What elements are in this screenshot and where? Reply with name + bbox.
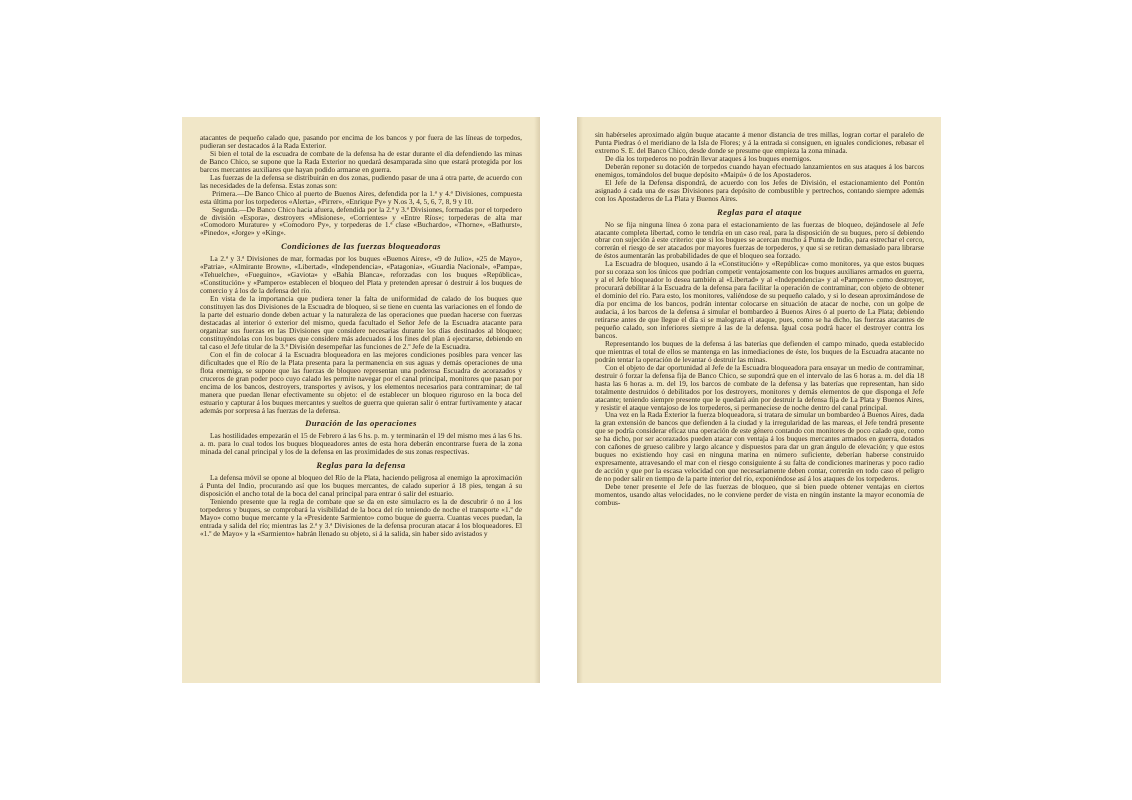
paragraph: No se fija ninguna línea ó zona para el estacionamiento de las fuerzas de bloqueo, dejándosele al Jefe atacante completa libertad, como le tendría en un caso real, para la disposición de su buques, pero sí debiendo obrar con sujeción á este criterio: que si los buques se acercan mucho á Punta de Indio, para estrechar el cerco, correrán el riesgo de ser atacados por mayores fuerzas de torpederos, y que si se retiran demasiado para librarse de éstos aumentarán las probabilidades de que el bloqueo sea forzado. bbox=[595, 219, 924, 261]
paragraph: Deberán reponer su dotación de torpedos cuando hayan efectuado lanzamientos en sus ataques á los barcos enemigos, tomándolos del buque depósito «Maipú» ó de los Apostaderos. bbox=[595, 161, 924, 179]
paragraph: Una vez en la Rada Exterior la fuerza bloqueadora, si tratara de simular un bombardeo á Buenos Aires, dada la gran extensión de bancos que defienden á la ciudad y la irregularidad de las mareas, el Jefe tendrá presente que se podría considerar eficaz una operación de este género contando con monitores de poco calado que, como se ha dicho, por ser acorazados pueden atacar con ventaja á los buques mercantes armados en guerra, dotados con cañones de grueso calibre y largo alcance y dispuestos para dar un gran ángulo de elevación; y que estos buques no existiendo hoy casi en ninguna marina en número suficiente, deberían haberse construido expresamente, atravesando el mar con el riesgo consiguiente á su falta de condiciones marineras y poco radio de acción y que por la escasa velocidad con que necesariamente deben contar, correrán en todo caso el peligro de no poder salir en tiempo de la parte interior del río, exponiéndose así á los ataques de los torpederos. bbox=[595, 410, 924, 484]
right-page bbox=[577, 117, 941, 683]
paragraph: Debe tener presente el Jefe de las fuerzas de bloqueo, que si bien puede obtener ventajas en ciertos momentos, usando altas velocidades, no le conviene perder de vista en ningún instante la mayor economía de combus- bbox=[595, 482, 924, 507]
paragraph: Las fuerzas de la defensa se distribuirán en dos zonas, pudiendo pasar de una á otra parte, de acuerdo con las necesidades de la defensa. Estas zonas son: bbox=[200, 172, 522, 190]
paragraph: atacantes de pequeño calado que, pasando por encima de los bancos y por fuera de las líneas de torpedos, pudieran ser destacados á la Rada Exterior. bbox=[200, 133, 522, 150]
paragraph: Con el objeto de dar oportunidad al Jefe de la Escuadra bloqueadora para ensayar un medio de contraminar, destruir ó forzar la defensa fija de Banco Chico, se supondrá que en el intervalo de las 6 horas a. m. del día 18 hasta las 6 horas a. m. del 19, los barcos de combate de la defensa y las baterías que representan, han sido totalmente destruidos ó debilitados por los destroyers, monitores y demás elementos de que disponga el Jefe atacante; teniendo siempre presente que le quedará aún por destruir la defensa fija de La Plata y Buenos Aires, y resistir el ataque ventajoso de los torpederos, si permaneciese de noche dentro del canal principal. bbox=[595, 362, 924, 412]
paragraph: Si bien el total de la escuadra de combate de la defensa ha de estar durante el día defendiendo las minas de Banco Chico, se supone que la Rada Exterior no quedará desamparada sino que estará protegida por los barcos mercantes auxiliares que hayan podido armarse en guerra. bbox=[200, 148, 522, 174]
paragraph: De día los torpederos no podrán llevar ataques á los buques enemigos. bbox=[605, 153, 812, 163]
paragraph: Teniendo presente que la regla de combate que se da en este simulacro es la de descubrir ó no á los torpederos y buques, se comprobará la visibilidad de la boca del río teniendo de noche el transporte «1.º de Mayo» como buque mercante y la «Presidente Sarmiento» como buque de guerra. Cuantas veces puedan, la entrada y salida del río; mientras las 2.ª y 3.ª Divisiones de la defensa procuran atacar á los bloqueadores. El «1.º de Mayo» y la «Sarmiento» habrán llenado su objeto, si á la salida, sin haber sido avistados y bbox=[200, 497, 522, 538]
paragraph: En vista de la importancia que pudiera tener la falta de uniformidad de calado de los buques que constituyen las dos Divisiones de la Escuadra de bloqueo, si se tiene en cuenta las variaciones en el fondo de la parte del estuario donde deben actuar y la naturaleza de las operaciones que puedan hacerse con fuerzas destacadas al interior ó exterior del mismo, queda facultado el Señor Jefe de la Escuadra atacante para organizar sus fuerzas en las Divisiones que considere necesarias durante los días destinados al bloqueo; constituyéndolas con los buques que considere más adecuados á los fines del plan á ejecutarse, debiendo en tal caso el Jefe titular de la 3.ª División desempeñar las funciones de 2.º Jefe de la Escuadra. bbox=[200, 294, 522, 351]
paragraph: Con el fin de colocar á la Escuadra bloqueadora en las mejores condiciones posibles para vencer las dificultades que el Río de la Plata presenta para la permanencia en sus aguas y demás operaciones de una flota enemiga, se supone que las fuerzas de bloqueo representan una poderosa Escuadra de acorazados y cruceros de gran poder poco cuyo calado les permite navegar por el canal principal, monitores que pasan por encima de los bancos, destroyers, transportes y avisos, y los elementos necesarios para contraminar; de tal manera que puedan llenar efectivamente su objeto: el de establecer un bloqueo riguroso en la boca del estuario y capturar á los buques mercantes y sueltos de guerra que quieran salir ó entrar furtivamente y atacar además por sorpresa á las fuerzas de la defensa. bbox=[200, 349, 522, 415]
left-page bbox=[182, 117, 540, 683]
paragraph: Representando los buques de la defensa á las baterías que defienden el campo minado, queda establecido que mientras el total de ellos se mantenga en las inmediaciones de éste, los buques de la Escuadra atacante no podrán tentar la operación de levantar ó destruir las minas. bbox=[595, 338, 924, 364]
paragraph: Segunda.—De Banco Chico hacia afuera, defendida por la 2.ª y 3.ª Divisiones, formadas por el torpedero de división «Espora», destroyers «Misiones», «Corrientes» y «Entre Ríos»; torpederas de alta mar «Comodoro Murature» y «Comodoro Py», y torpederas de 1.ª clase «Buchardo», «Thorne», «Bathurst», «Pinedo», «Jorge» y «King». bbox=[200, 204, 522, 238]
paragraph: Las hostilidades empezarán el 15 de Febrero á las 6 hs. p. m. y terminarán el 19 del mismo mes á las 6 hs. a. m. para lo cual todos los buques bloqueadores antes de esta hora deberán encontrarse fuera de la zona minada del canal principal y los de la defensa en las proximidades de sus zonas respectivas. bbox=[200, 431, 522, 457]
section-heading: Duración de las operaciones bbox=[305, 418, 417, 429]
paragraph: La Escuadra de bloqueo, usando á la «Constitución» y «República» como monitores, ya que estos buques por su coraza son los únicos que podrían competir ventajosamente con los buques auxiliares armados en guerra, y al el Jefe bloqueador lo desea también al «Libertad» y al «Independencia» y al «Pampero» como destroyer, procurará debilitar á la Escuadra de la defensa para facilitar la operación de contraminar, con objeto de obtener el dominio del río. Para esto, los monitores, valiéndose de su pequeño calado, y si lo desean aproximándose de día por encima de los bancos, podrán intentar colocarse en situación de atacar de noche, con un golpe de audacia, á los barcos de la defensa á simular el bombardeo á Buenos Aires ó al puerto de La Plata; debiendo retirarse antes de que llegue el día si se malograra el ataque, pues, como se ha dicho, las fuerzas atacantes de pequeño calado, son inferiores siempre á las de la defensa. Igual cosa podrá hacer el destroyer contra los bancos. bbox=[595, 259, 924, 340]
gutter-shadow bbox=[577, 117, 583, 683]
section-heading: Condiciones de las fuerzas bloqueadoras bbox=[281, 241, 441, 252]
paragraph: La defensa móvil se opone al bloqueo del Río de la Plata, haciendo peligrosa al enemigo la aproximación á Punta del Indio, procurando así que los buques mercantes, de calado superior á 18 pies, tengan á su disposición el ancho total de la boca del canal principal para entrar ó salir del estuario. bbox=[200, 473, 522, 499]
paragraph: La 2.ª y 3.ª Divisiones de mar, formadas por los buques «Buenos Aires», «9 de Julio», «25 de Mayo», «Patria», «Almirante Brown», «Libertad», «Independencia», «Patagonia», «Guardia Nacional», «Pampa», «Tehuelche», «Fueguino», «Gaviota» y «Bahía Blanca», reforzadas con los buques «República», «Constitución» y «Pampero» establecen el bloqueo del Plata y pretenden apresar ó destruir á los buques de comercio y á los de la defensa del río. bbox=[200, 254, 522, 296]
paragraph: sin habérseles aproximado algún buque atacante á menor distancia de tres millas, logran cortar el paralelo de Punta Piedras ó el meridiano de la Isla de Flores; y á la entrada si consiguen, en iguales condiciones, rebasar el extremo S. E. del Banco Chico, desde donde se presume que empieza la zona minada. bbox=[595, 130, 924, 155]
paragraph: El Jefe de la Defensa dispondrá, de acuerdo con los Jefes de División, el estacionamiento del Pontón asignado á cada una de esas Divisiones para depósito de combustible y pertrechos, contando siempre además con los Apostaderos de La Plata y Buenos Aires. bbox=[595, 177, 924, 203]
section-heading: Reglas para la defensa bbox=[316, 460, 406, 471]
gutter-shadow bbox=[534, 117, 540, 683]
paragraph: Primera.—De Banco Chico al puerto de Buenos Aires, defendida por la 1.ª y 4.ª Divisiones, compuesta esta última por los torpederos «Alerta», «Pirrer», «Enrique Py» y N.os 3, 4, 5, 6, 7, 8, 9 y 10. bbox=[200, 188, 522, 206]
section-heading: Reglas para el ataque bbox=[716, 206, 803, 217]
